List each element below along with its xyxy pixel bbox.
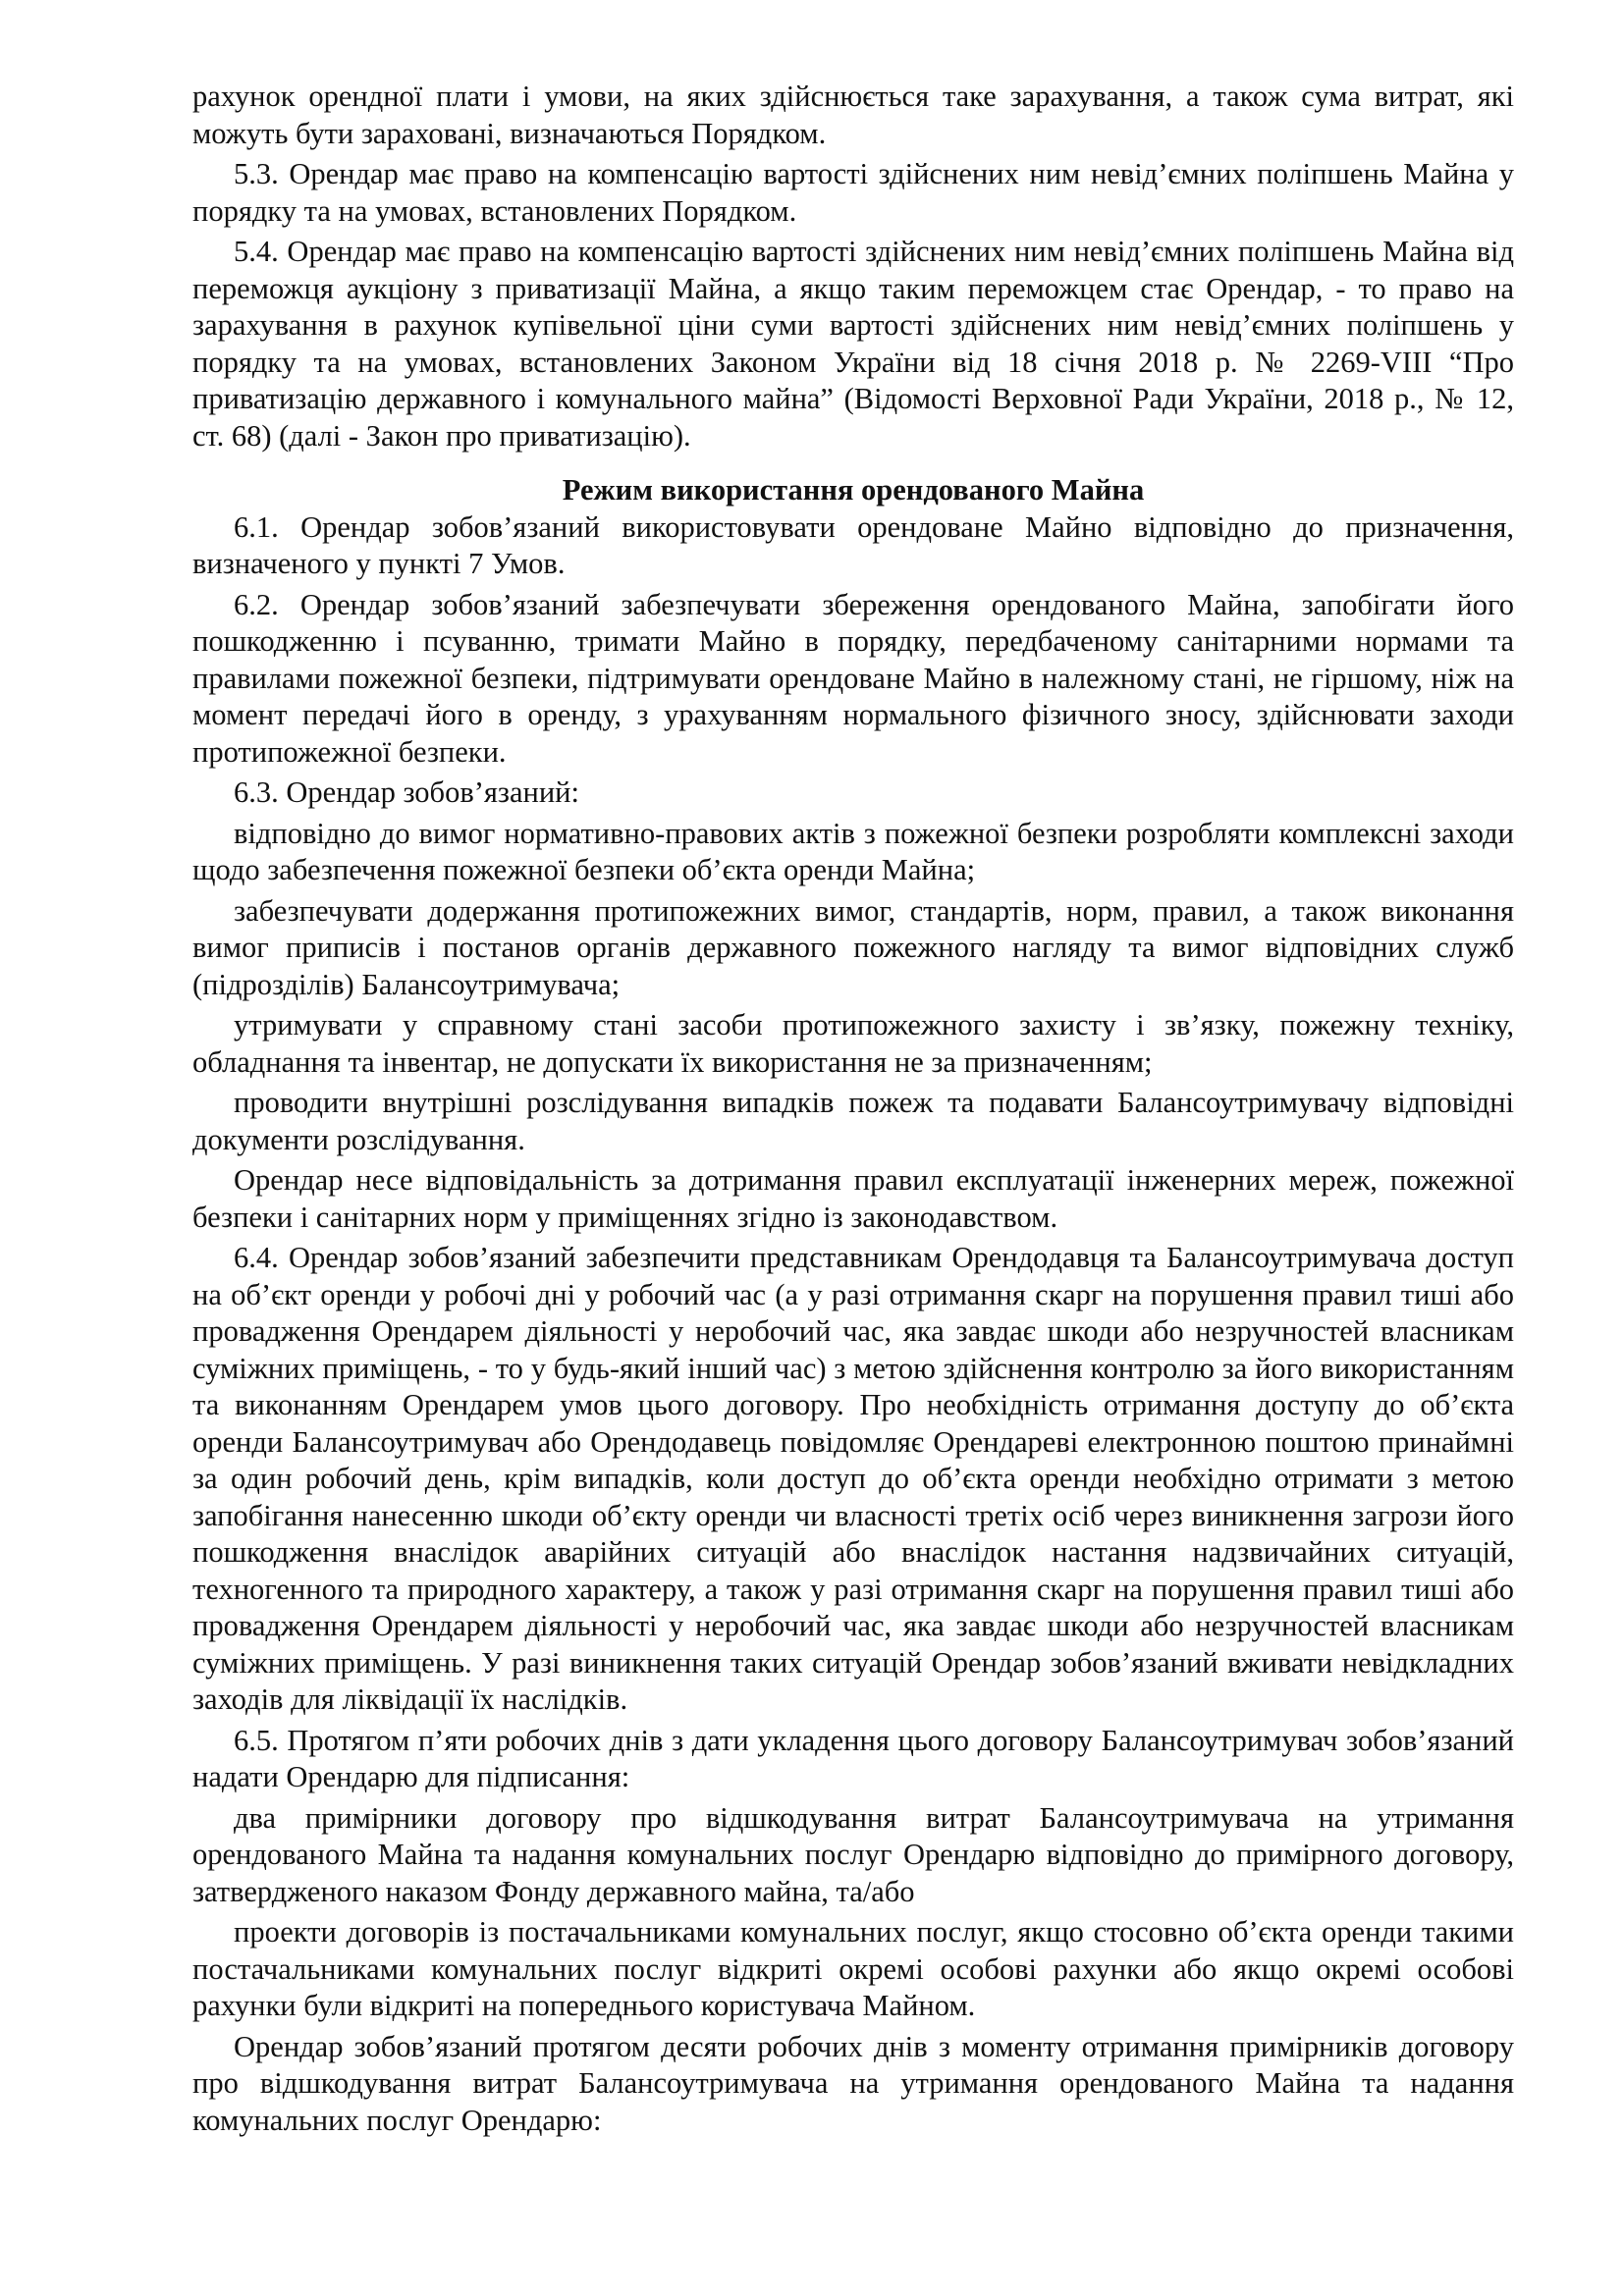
paragraph-6-3-item-1: відповідно до вимог нормативно-правових актів з пожежної безпеки розробляти комплексні заходи щодо забезпечення пожежної безпеки об’єкта оренди Майна; <box>192 816 1514 886</box>
paragraph-6-5-item-2: проекти договорів із постачальниками комунальних послуг, якщо стосовно об’єкта оренди такими постачальниками комунальних послуг відкриті окремі особові рахунки або якщо окремі особові рахунки були відкриті на попереднього користувача Майном. <box>192 1915 1514 2022</box>
paragraph-responsibility: Орендар несе відповідальність за дотримання правил експлуатації інженерних мереж, пожежної безпеки і санітарних норм у приміщеннях згідно із законодавством. <box>192 1163 1514 1234</box>
paragraph-6-5: 6.5. Протягом п’яти робочих днів з дати укладення цього договору Балансоутримувач зобов’язаний надати Орендарю для підписання: <box>192 1723 1514 1793</box>
paragraph-6-1: 6.1. Орендар зобов’язаний використовувати орендоване Майно відповідно до призначення, визначеного у пункті 7 Умов. <box>192 509 1514 580</box>
paragraph-5-4: 5.4. Орендар має право на компенсацію вартості здійснених ним невід’ємних поліпшень Майна від переможця аукціону з приватизації Майна, а якщо таким переможцем стає Орендар, - то право на зарахування в рахунок купівельної ціни суми вартості здійснених ним невід’ємних поліпшень у порядку та на умовах, встановлених Законом України від 18 січня 2018 р. № 2269-VIII “Про приватизацію державного і комунального майна” (Відомості Верховної Ради України, 2018 р., № 12, ст. 68) (далі - Закон про приватизацію). <box>192 235 1514 453</box>
paragraph-6-3-item-3: утримувати у справному стані засоби протипожежного захисту і зв’язку, пожежну техніку, обладнання та інвентар, не допускати їх використання не за призначенням; <box>192 1008 1514 1079</box>
document-page <box>192 79 1514 2143</box>
paragraph-6-2: 6.2. Орендар зобов’язаний забезпечувати збереження орендованого Майна, запобігати його пошкодженню і псуванню, тримати Майно в порядку, передбаченому санітарними нормами та правилами пожежної безпеки, підтримувати орендоване Майно в належному стані, не гіршому, ніж на момент передачі його в оренду, з урахуванням нормального фізичного зносу, здійснювати заходи протипожежної безпеки. <box>192 587 1514 769</box>
paragraph-6-4: 6.4. Орендар зобов’язаний забезпечити представникам Орендодавця та Балансоутримувача доступ на об’єкт оренди у робочі дні у робочий час (а у разі отримання скарг на порушення правил тиші або провадження Орендарем діяльності у неробочий час, яка завдає шкоди або незручностей власникам суміжних приміщень, - то у будь-який інший час) з метою здійснення контролю за його використанням та виконанням Орендарем умов цього договору. Про необхідність отримання доступу до об’єкта оренди Балансоутримувач або Орендодавець повідомляє Орендареві електронною поштою принаймні за один робочий день, крім випадків, коли доступ до об’єкта оренди необхідно отримати з метою запобігання нанесенню шкоди об’єкту оренди чи власності третіх осіб через виникнення загрози його пошкодження внаслідок аварійних ситуацій або внаслідок настання надзвичайних ситуацій, техногенного та природного характеру, а також у разі отримання скарг на порушення правил тиші або провадження Орендарем діяльності у неробочий час, яка завдає шкоди або незручностей власникам суміжних приміщень. У разі виникнення таких ситуацій Орендар зобов’язаний вживати невідкладних заходів для ліквідації їх наслідків. <box>192 1241 1514 1716</box>
paragraph-6-3: 6.3. Орендар зобов’язаний: <box>234 775 579 809</box>
paragraph-tenant-obligation: Орендар зобов’язаний протягом десяти робочих днів з моменту отримання примірників договору про відшкодування витрат Балансоутримувача на утримання орендованого Майна та надання комунальних послуг Орендарю: <box>192 2029 1514 2137</box>
paragraph-continuation: рахунок орендної плати і умови, на яких здійснюється таке зарахування, а також сума витрат, які можуть бути зараховані, визначаються Порядком. <box>192 80 1514 150</box>
paragraph-6-3-item-2: забезпечувати додержання протипожежних вимог, стандартів, норм, правил, а також виконання вимог приписів і постанов органів державного пожежного нагляду та вимог відповідних служб (підрозділів) Балансоутримувача; <box>192 893 1514 1001</box>
paragraph-5-3: 5.3. Орендар має право на компенсацію вартості здійснених ним невід’ємних поліпшень Майна у порядку та на умовах, встановлених Порядком. <box>192 157 1514 228</box>
paragraph-6-5-item-1: два примірники договору про відшкодування витрат Балансоутримувача на утримання орендованого Майна та надання комунальних послуг Орендарю відповідно до примірного договору, затвердженого наказом Фонду державного майна, та/або <box>192 1800 1514 1908</box>
paragraph-6-3-item-4: проводити внутрішні розслідування випадків пожеж та подавати Балансоутримувачу відповідні документи розслідування. <box>192 1086 1514 1156</box>
section-heading: Режим використання орендованого Майна <box>562 473 1145 507</box>
